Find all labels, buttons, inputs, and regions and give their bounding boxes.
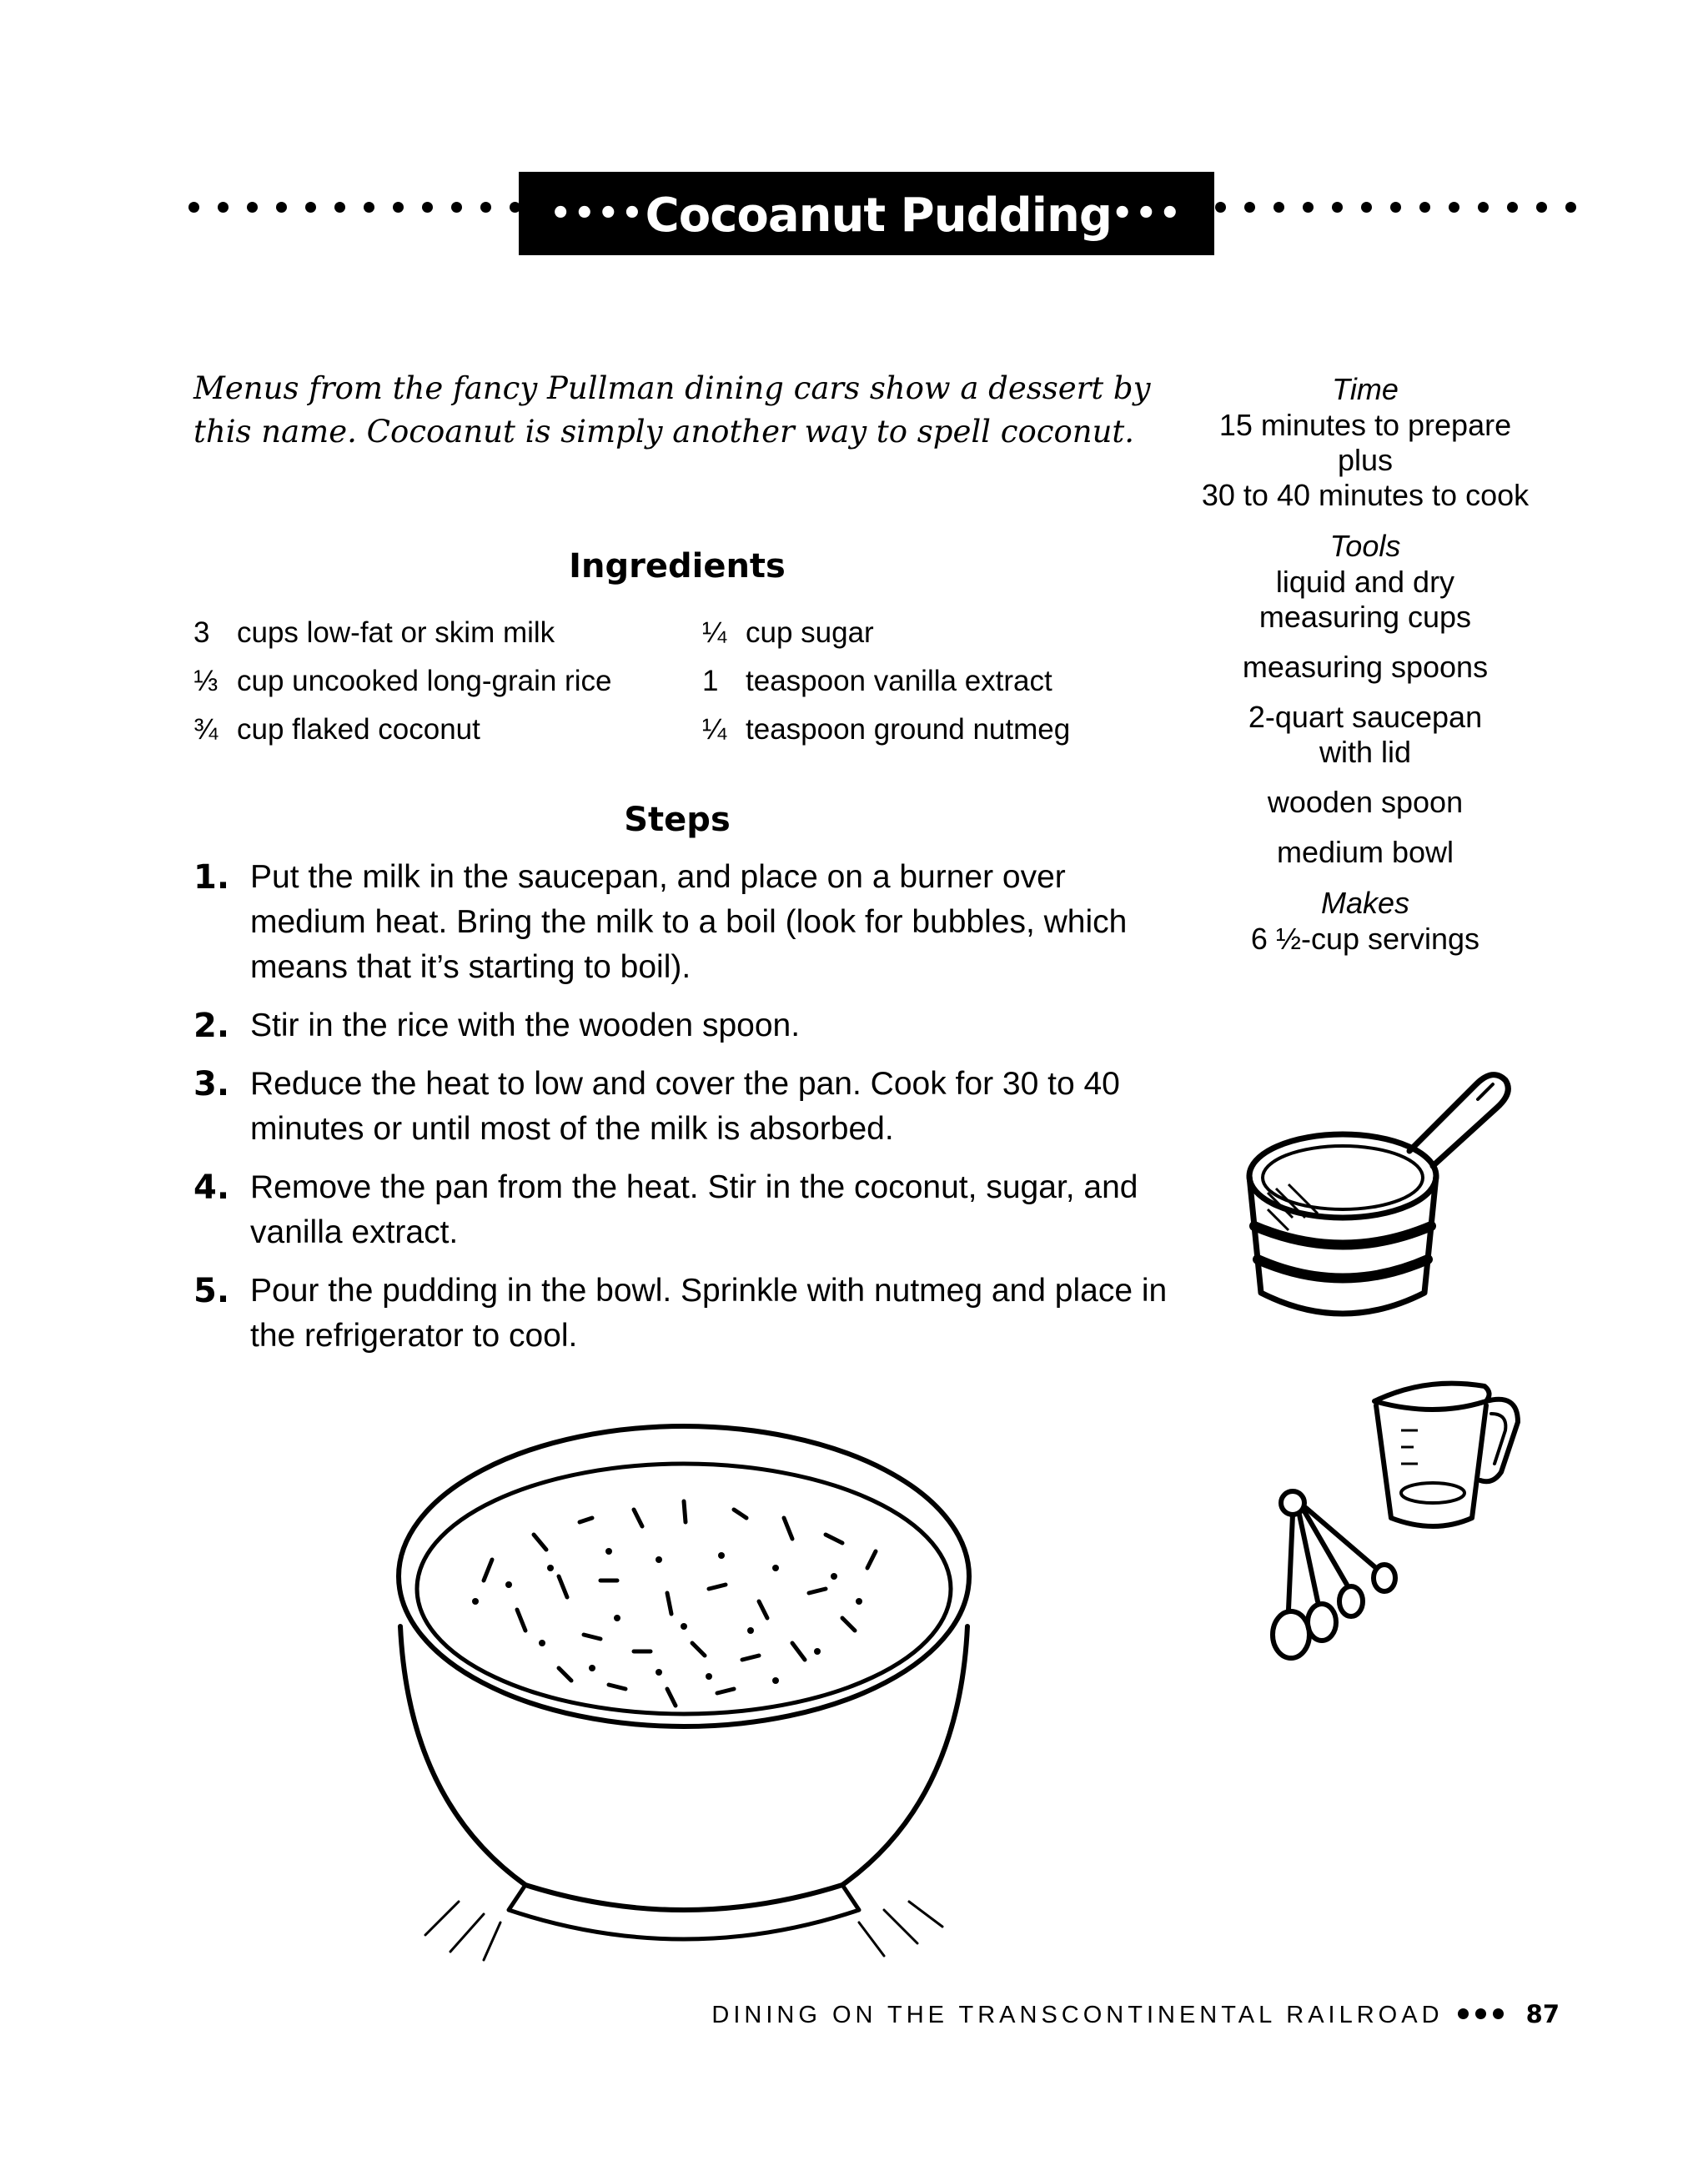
recipe-sidebar [1169,371,1561,957]
time-line: plus [1337,443,1394,477]
ingredients-heading: Ingredients [569,547,786,585]
ingredient-qty: ¼ [702,616,727,649]
step-number: 4. [193,1168,230,1207]
intro-text: Menus from the fancy Pullman dining cars show a dessert by this name. Cocoanut is simply another way to spell coconut. [193,370,1151,450]
step-number: 5. [193,1272,230,1310]
tool-item: with lid [1319,735,1412,769]
step-item [193,1165,1178,1255]
time-line: 30 to 40 minutes to cook [1201,478,1530,512]
tools-label: Tools [1329,529,1401,563]
tool-item: medium bowl [1276,835,1454,869]
ingredient-qty: 3 [193,616,210,649]
step-text: Stir in the rice with the wooden spoon. [250,1008,801,1043]
ingredient-item [702,706,1203,754]
title-dots-left [188,200,555,220]
ingredient-item [193,706,694,754]
tool-item: measuring spoons [1242,650,1489,684]
saucepan-illustration [1243,1059,1526,1334]
step-number: 2. [193,1007,230,1045]
measuring-spoons-illustration [1268,1485,1434,1668]
step-text: Reduce the heat to low and cover the pan. Cook for 30 to 40 minutes or until most of the milk is absorbed. [250,1066,1120,1147]
ingredient-text: teaspoon ground nutmeg [746,713,1071,746]
footer-text: DINING ON THE TRANSCONTINENTAL RAILROAD [711,2002,1444,2028]
page-title-box: ••••Cocoanut Pudding••• [519,172,1214,255]
footer-dots [1454,2002,1507,2028]
steps-list [193,855,1178,1372]
step-text: Pour the pudding in the bowl. Sprinkle with nutmeg and place in the refrigerator to cool. [250,1273,1168,1354]
tool-item: liquid and dry [1275,565,1455,599]
ingredient-qty: ¼ [702,713,727,746]
ingredient-text: teaspoon vanilla extract [746,665,1052,697]
title-banner [185,172,1553,255]
page-title: Cocoanut Pudding [645,188,1112,243]
steps-heading: Steps [624,801,731,839]
ingredient-text: cups low-fat or skim milk [237,616,555,649]
time-label: Time [1332,372,1399,406]
page-number: 87 [1525,2000,1560,2028]
ingredients-right-column [702,609,1203,754]
ingredient-item [193,609,694,657]
page-footer [701,2000,1560,2029]
step-item [193,1003,1178,1048]
tool-item: measuring cups [1258,600,1472,634]
makes-value: 6 ½-cup servings [1250,922,1480,956]
ingredient-text: cup sugar [746,616,874,649]
title-dots-right [1215,200,1582,220]
step-text: Put the milk in the saucepan, and place on a burner over medium heat. Bring the milk to a boil (look for bubbles, which means that it’s starting to boil). [250,859,1128,985]
step-number: 1. [193,858,230,897]
makes-label: Makes [1320,886,1410,920]
ingredients-left-column [193,609,694,754]
ingredient-qty: ⅓ [193,665,219,697]
ingredient-item [702,609,1203,657]
ingredient-qty: ¾ [193,713,219,746]
pudding-bowl-illustration [392,1401,976,1968]
ingredient-item [193,657,694,706]
ingredient-text: cup flaked coconut [237,713,480,746]
ingredient-item [702,657,1203,706]
time-line: 15 minutes to prepare [1218,408,1512,442]
step-item [193,1269,1178,1359]
step-text: Remove the pan from the heat. Stir in the coconut, sugar, and vanilla extract. [250,1169,1138,1250]
step-number: 3. [193,1065,230,1103]
tool-item: wooden spoon [1267,785,1464,819]
step-item [193,1062,1178,1152]
ingredient-text: cup uncooked long-grain rice [237,665,612,697]
ingredient-qty: 1 [702,665,719,697]
tool-item: 2-quart saucepan [1248,700,1483,734]
step-item [193,855,1178,990]
